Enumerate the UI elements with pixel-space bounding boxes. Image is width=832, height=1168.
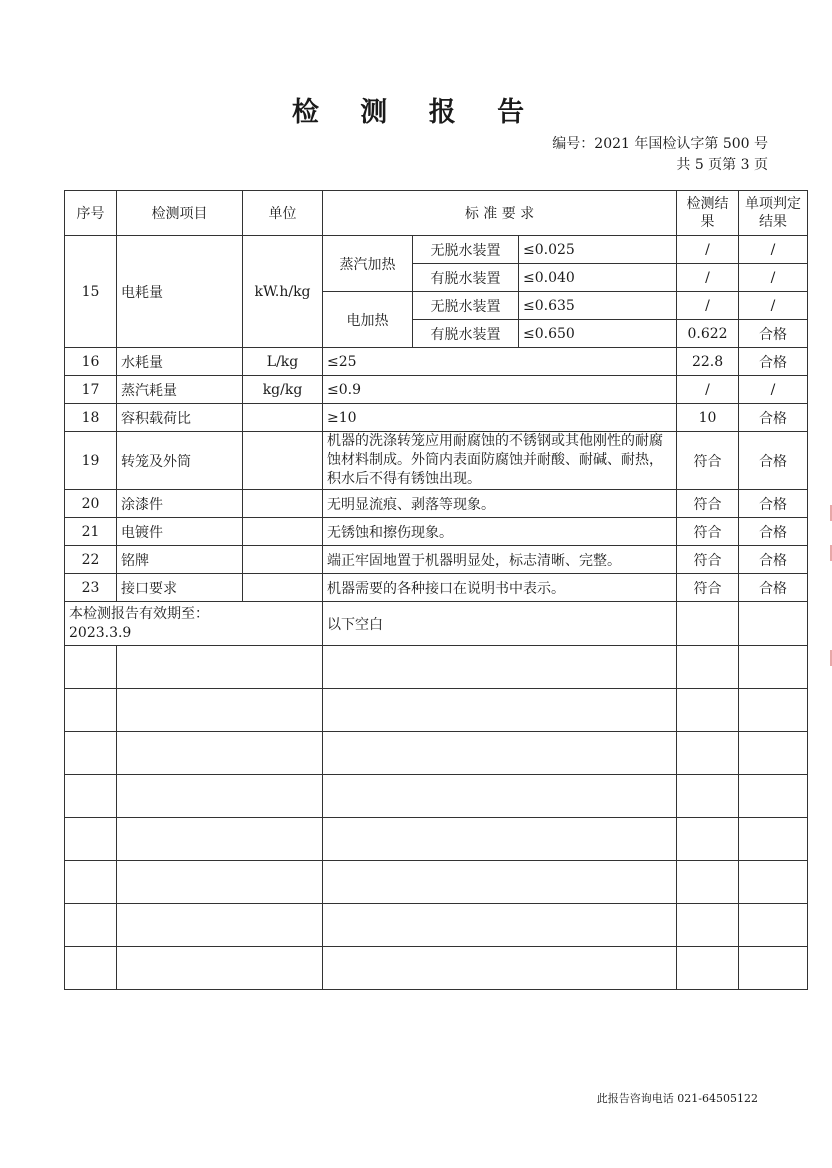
row-seq: 21 [65,518,117,546]
row-unit: kg/kg [243,376,323,404]
row-requirement: ≤0.635 [519,292,677,320]
row-requirement: 机器的洗涤转笼应用耐腐蚀的不锈钢或其他刚性的耐腐蚀材料制成。外筒内表面防腐蚀并耐酸、耐碱、耐热，积水后不得有锈蚀出现。 [323,432,677,490]
table-row [65,236,808,264]
row-unit [243,432,323,490]
blank-row [65,689,808,732]
row-requirement: ≥10 [323,404,677,432]
validity-row [65,602,808,646]
table-row [65,376,808,404]
row-item: 涂漆件 [117,490,243,518]
row-item: 容积载荷比 [117,404,243,432]
row-verdict: 合格 [739,404,808,432]
device-type: 无脱水装置 [413,292,519,320]
table-row [65,404,808,432]
table-header-row [65,191,808,236]
row-seq: 22 [65,546,117,574]
row-unit: kW.h/kg [243,236,323,348]
row-unit [243,546,323,574]
row-result: 10 [677,404,739,432]
row-item: 转笼及外筒 [117,432,243,490]
row-requirement: ≤0.9 [323,376,677,404]
row-unit: L/kg [243,348,323,376]
row-verdict: 合格 [739,574,808,602]
heating-method: 电加热 [323,292,413,348]
row-result: 符合 [677,432,739,490]
row-seq: 18 [65,404,117,432]
table-row [65,432,808,490]
blank-row [65,646,808,689]
validity-cell [65,602,323,646]
row-item: 接口要求 [117,574,243,602]
blank-row [65,947,808,990]
table-row [65,574,808,602]
row-item: 电镀件 [117,518,243,546]
row-verdict: / [739,376,808,404]
row-result: 符合 [677,574,739,602]
row-verdict: 合格 [739,432,808,490]
footer-contact: 此报告咨询电话 021-64505122 [596,1092,758,1105]
row-requirement: ≤25 [323,348,677,376]
row-result: 22.8 [677,348,739,376]
row-requirement: ≤0.040 [519,264,677,292]
blank-row [65,775,808,818]
seal-edge-mark [824,545,832,561]
device-type: 有脱水装置 [413,320,519,348]
row-verdict: / [739,292,808,320]
header-verdict: 单项判定结果 [739,191,808,236]
row-result: 符合 [677,518,739,546]
row-item: 电耗量 [117,236,243,348]
header-item: 检测项目 [117,191,243,236]
row-unit [243,574,323,602]
table-row [65,546,808,574]
inspection-table [64,190,808,990]
row-requirement: 无明显流痕、剥落等现象。 [323,490,677,518]
row-requirement: 无锈蚀和擦伤现象。 [323,518,677,546]
blank-note: 以下空白 [323,602,677,646]
page-info: 共 5 页第 3 页 [676,157,768,173]
row-verdict: 合格 [739,490,808,518]
blank-row [65,904,808,947]
row-verdict: 合格 [739,320,808,348]
table-row [65,348,808,376]
blank-row [65,818,808,861]
row-seq: 16 [65,348,117,376]
header-unit: 单位 [243,191,323,236]
row-unit [243,404,323,432]
row-unit [243,490,323,518]
row-verdict: / [739,236,808,264]
heating-method: 蒸汽加热 [323,236,413,292]
row-result: 符合 [677,546,739,574]
header-seq: 序号 [65,191,117,236]
row-requirement: ≤0.650 [519,320,677,348]
table-row [65,518,808,546]
device-type: 无脱水装置 [413,236,519,264]
row-result: / [677,376,739,404]
row-item: 铭牌 [117,546,243,574]
row-item: 水耗量 [117,348,243,376]
row-unit [243,518,323,546]
row-seq: 20 [65,490,117,518]
row-requirement: 端正牢固地置于机器明显处，标志清晰、完整。 [323,546,677,574]
empty-cell [739,602,808,646]
row-verdict: 合格 [739,546,808,574]
row-item: 蒸汽耗量 [117,376,243,404]
row-result: 0.622 [677,320,739,348]
blank-row [65,861,808,904]
seal-edge-mark [824,505,832,521]
row-result: 符合 [677,490,739,518]
validity-date: 2023.3.9 [69,624,132,641]
header-result: 检测结果 [677,191,739,236]
empty-cell [677,602,739,646]
row-requirement: 机器需要的各种接口在说明书中表示。 [323,574,677,602]
seal-edge-mark [824,650,832,666]
validity-label: 本检测报告有效期至： [69,605,209,622]
blank-row [65,732,808,775]
row-verdict: 合格 [739,518,808,546]
row-result: / [677,292,739,320]
row-result: / [677,264,739,292]
row-verdict: / [739,264,808,292]
row-seq: 15 [65,236,117,348]
row-verdict: 合格 [739,348,808,376]
row-seq: 23 [65,574,117,602]
row-seq: 17 [65,376,117,404]
page-title: 检 测 报 告 [291,97,541,128]
device-type: 有脱水装置 [413,264,519,292]
row-seq: 19 [65,432,117,490]
header-standard: 标 准 要 求 [323,191,677,236]
report-number: 编号：2021 年国检认字第 500 号 [552,136,768,152]
table-row [65,490,808,518]
row-requirement: ≤0.025 [519,236,677,264]
row-result: / [677,236,739,264]
